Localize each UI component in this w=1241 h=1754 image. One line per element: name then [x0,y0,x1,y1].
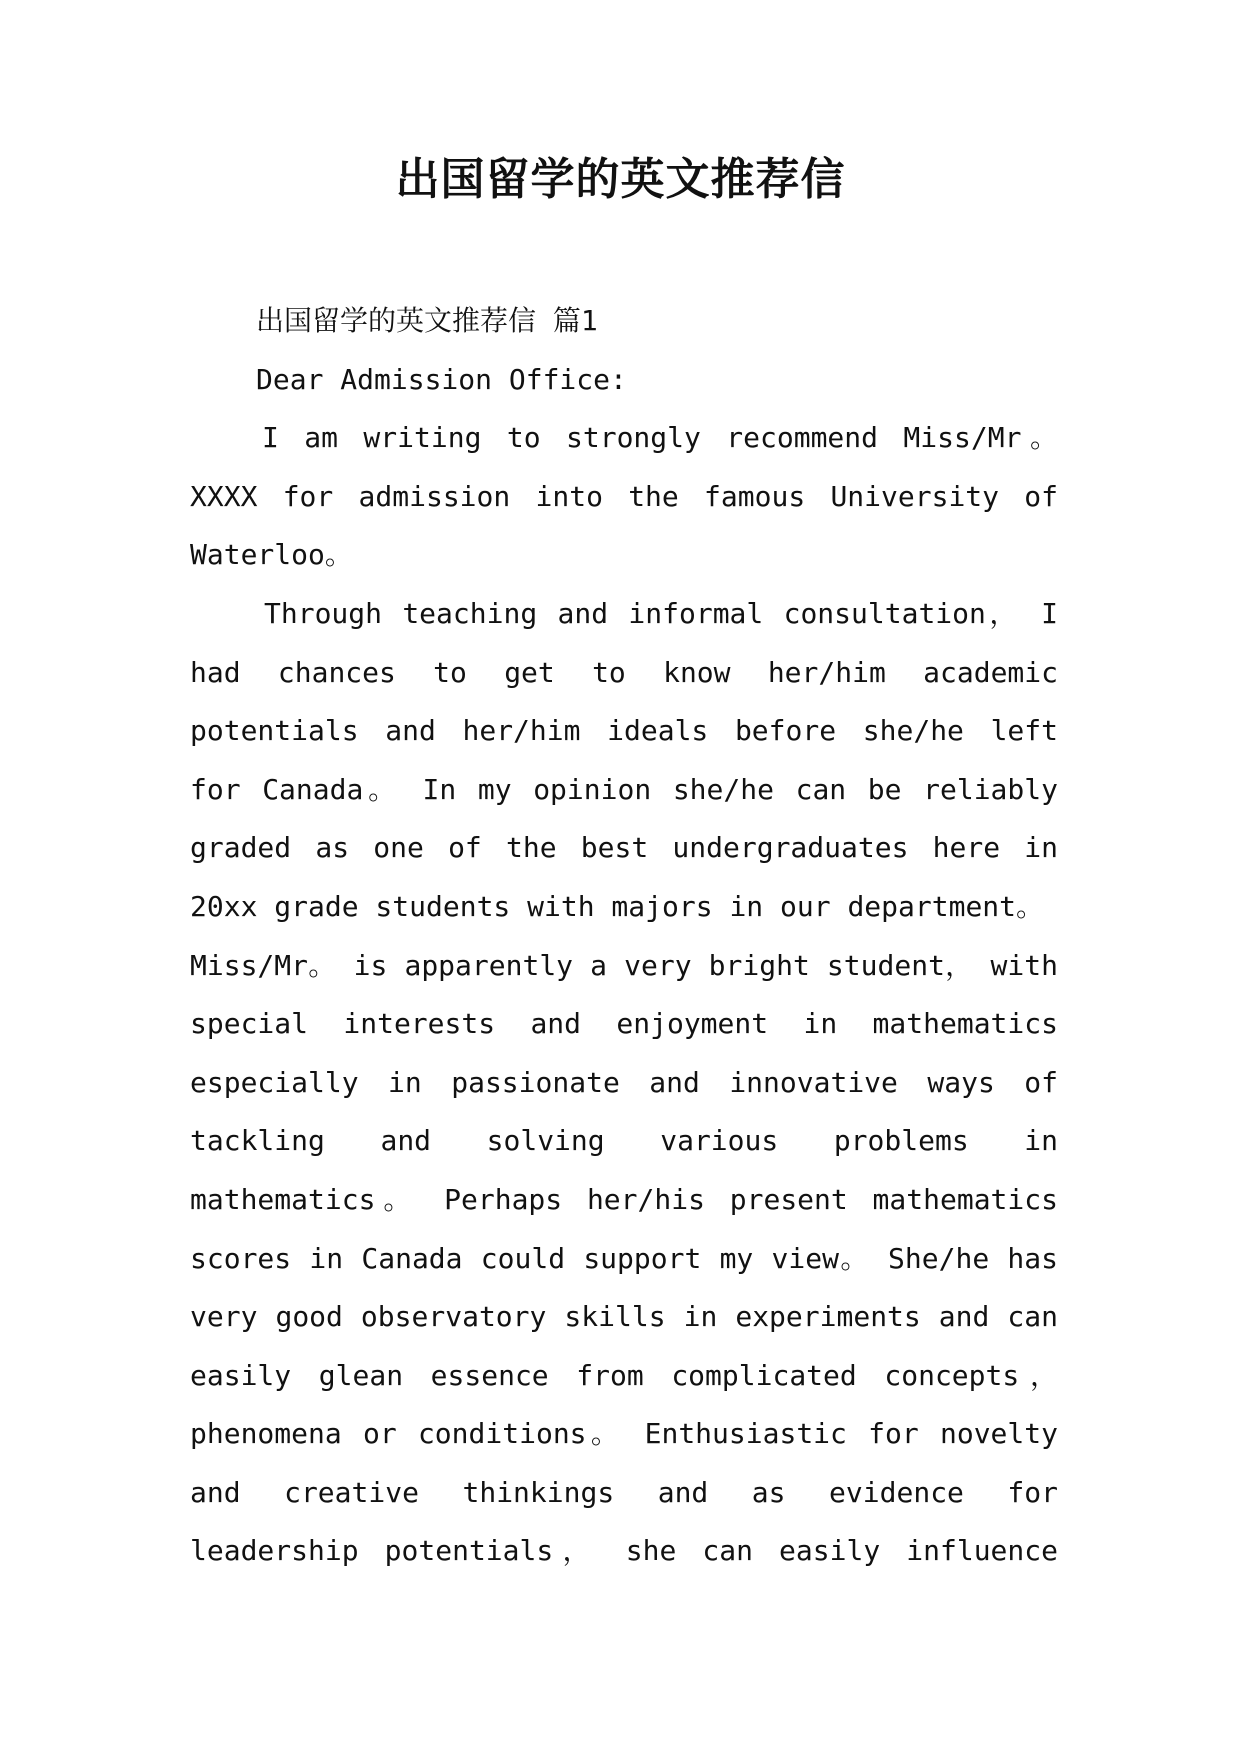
paragraph-line: very good observatory skills in experiments and can [190,1300,1058,1334]
paragraph-line: Through teaching and informal consultation， I [264,596,1058,630]
paragraph-line: especially in passionate and innovative ways of [190,1065,1058,1099]
paragraph-line: phenomena or conditions。 Enthusiastic for novelty [190,1417,1058,1451]
paragraph-line: for Canada。 In my opinion she/he can be reliably [190,772,1058,806]
paragraph-line: easily glean essence from complicated concepts， [190,1358,1058,1392]
paragraph-line: Waterloo。 [190,538,353,572]
paragraph-line: mathematics。 Perhaps her/his present mathematics [190,1182,1058,1216]
paragraph-line: scores in Canada could support my view。 She/he has [190,1241,1058,1275]
salutation: Dear Admission Office: [256,362,627,396]
paragraph-line: tackling and solving various problems in [190,1124,1058,1158]
paragraph-line: graded as one of the best undergraduates here in [190,831,1058,865]
paragraph-line: Miss/Mr。 is apparently a very bright student， with [190,948,1058,982]
document-title: 出国留学的英文推荐信 [395,154,846,205]
section-heading: 出国留学的英文推荐信 篇1 [256,304,598,337]
paragraph-line: and creative thinkings and as evidence for [190,1475,1058,1509]
paragraph-line: potentials and her/him ideals before she/he left [190,714,1058,748]
paragraph-line: 20xx grade students with majors in our department。 [190,889,1045,923]
document-body [190,292,1058,1581]
paragraph-line: XXXX for admission into the famous University of [190,479,1058,513]
paragraph-line: I am writing to strongly recommend Miss/Mr。 [262,421,1058,455]
paragraph-line: leadership potentials， she can easily influence [190,1534,1058,1568]
paragraph-line: special interests and enjoyment in mathematics [190,1007,1058,1041]
paragraph-line: had chances to get to know her/him academic [190,655,1058,689]
